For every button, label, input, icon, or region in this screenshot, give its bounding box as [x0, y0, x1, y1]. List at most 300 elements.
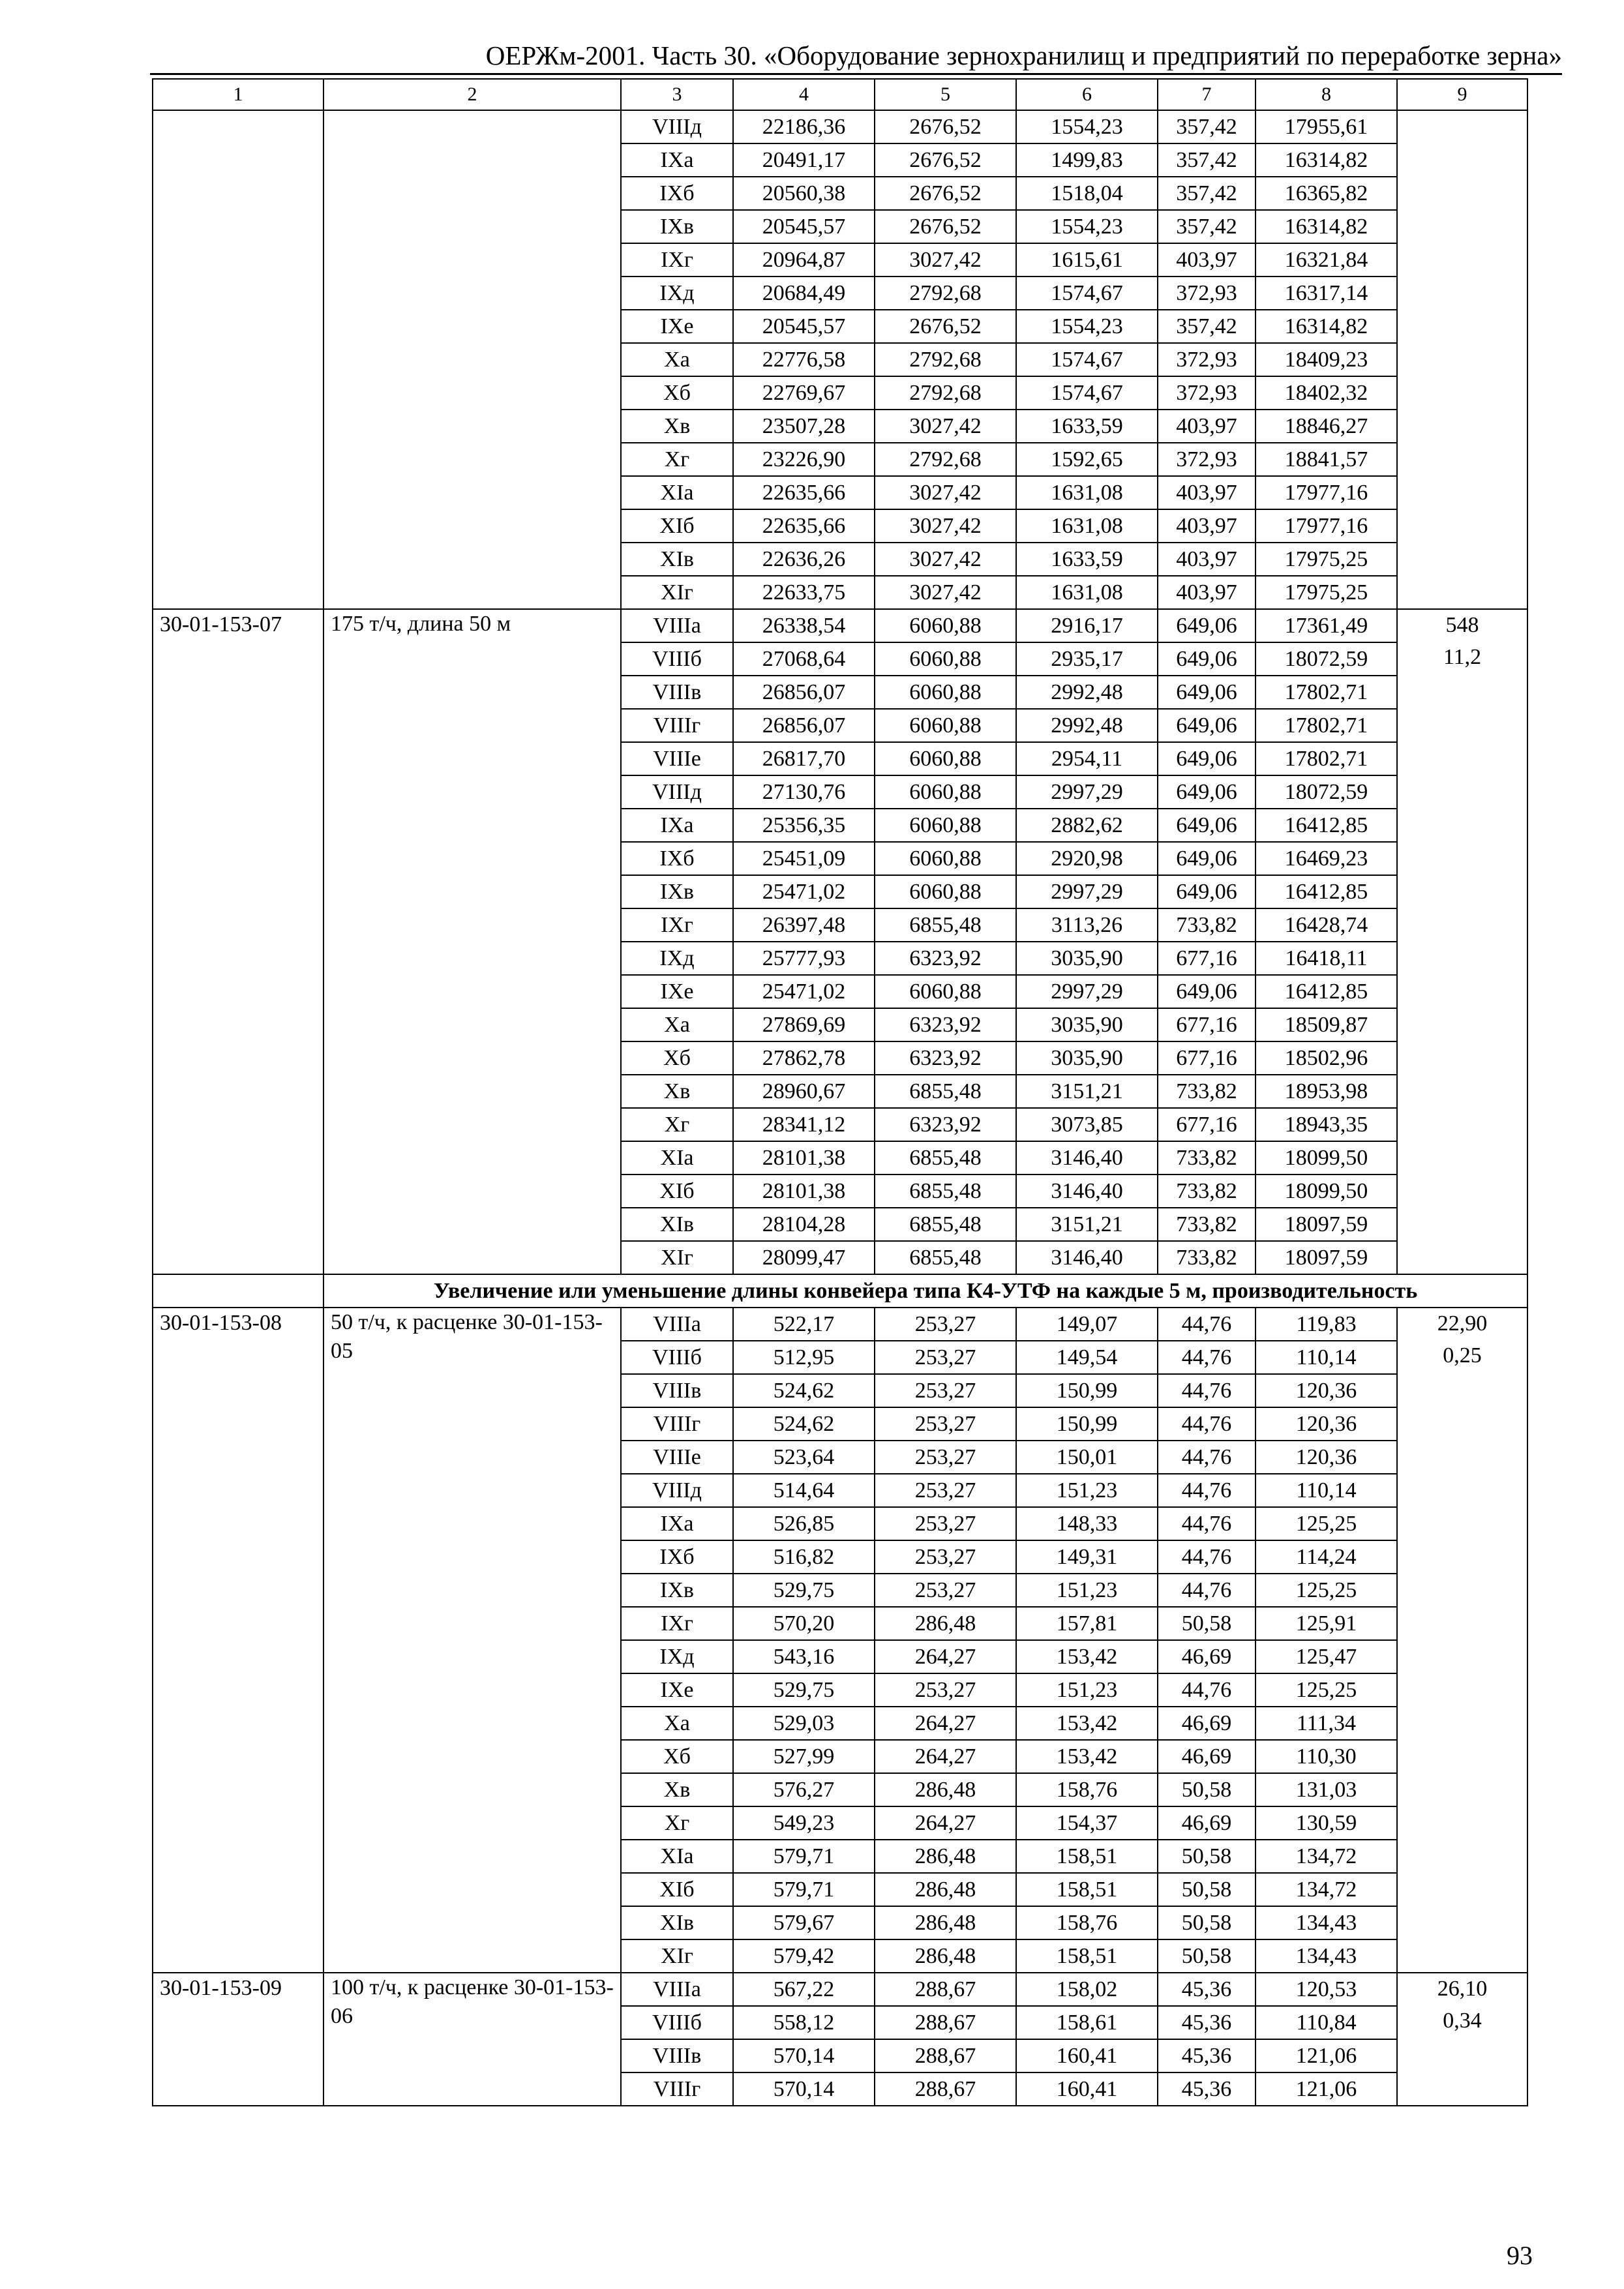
value-cell: 372,93: [1158, 277, 1256, 310]
table-row: [153, 1308, 1527, 1341]
value-cell: 110,30: [1256, 1740, 1397, 1773]
value-cell: 18072,59: [1256, 775, 1397, 809]
value-cell: 576,27: [733, 1773, 875, 1806]
value-cell: 6855,48: [875, 1208, 1016, 1241]
value-cell: 6323,92: [875, 1008, 1016, 1041]
value-cell: 264,27: [875, 1806, 1016, 1840]
value-cell: 543,16: [733, 1640, 875, 1673]
value-cell: 357,42: [1158, 143, 1256, 177]
zone-cell: VIIIа: [621, 609, 733, 642]
value-cell: 151,23: [1016, 1673, 1158, 1707]
value-cell: 733,82: [1158, 1075, 1256, 1108]
value-cell: 27130,76: [733, 775, 875, 809]
zone-cell: Xа: [621, 343, 733, 376]
value-cell: 153,42: [1016, 1740, 1158, 1773]
value-cell: 125,25: [1256, 1507, 1397, 1540]
zone-cell: IXд: [621, 1640, 733, 1673]
value-cell: 25356,35: [733, 809, 875, 842]
value-cell: 3151,21: [1016, 1075, 1158, 1108]
col9-cell: [1397, 609, 1527, 1274]
zone-cell: XIб: [621, 509, 733, 543]
value-cell: 22635,66: [733, 476, 875, 509]
zone-cell: Xв: [621, 1075, 733, 1108]
value-cell: 17955,61: [1256, 110, 1397, 143]
value-cell: 125,91: [1256, 1607, 1397, 1640]
value-cell: 649,06: [1158, 642, 1256, 676]
value-cell: 3146,40: [1016, 1141, 1158, 1174]
value-cell: 286,48: [875, 1840, 1016, 1873]
value-cell: 120,53: [1256, 1973, 1397, 2006]
value-cell: 25451,09: [733, 842, 875, 875]
value-cell: 529,03: [733, 1707, 875, 1740]
value-cell: 44,76: [1158, 1308, 1256, 1341]
value-cell: 253,27: [875, 1407, 1016, 1441]
value-cell: 3146,40: [1016, 1174, 1158, 1208]
value-cell: 264,27: [875, 1707, 1016, 1740]
value-cell: 522,17: [733, 1308, 875, 1341]
value-cell: 403,97: [1158, 543, 1256, 576]
column-number: 6: [1016, 79, 1158, 110]
value-cell: 22186,36: [733, 110, 875, 143]
value-cell: 1631,08: [1016, 576, 1158, 609]
zone-cell: Xа: [621, 1008, 733, 1041]
zone-cell: XIа: [621, 1840, 733, 1873]
value-cell: 6060,88: [875, 875, 1016, 908]
value-cell: 18402,32: [1256, 376, 1397, 410]
value-cell: 20684,49: [733, 277, 875, 310]
value-cell: 18953,98: [1256, 1075, 1397, 1108]
value-cell: 288,67: [875, 2072, 1016, 2106]
value-cell: 2997,29: [1016, 775, 1158, 809]
zone-cell: VIIIв: [621, 2039, 733, 2072]
value-cell: 18502,96: [1256, 1041, 1397, 1075]
value-cell: 130,59: [1256, 1806, 1397, 1840]
value-cell: 649,06: [1158, 709, 1256, 742]
value-cell: 253,27: [875, 1441, 1016, 1474]
column-number: 8: [1256, 79, 1397, 110]
value-cell: 514,64: [733, 1474, 875, 1507]
value-cell: 131,03: [1256, 1773, 1397, 1806]
value-cell: 3113,26: [1016, 908, 1158, 942]
value-cell: 44,76: [1158, 1374, 1256, 1407]
value-cell: 158,51: [1016, 1840, 1158, 1873]
value-cell: 153,42: [1016, 1707, 1158, 1740]
zone-cell: XIв: [621, 1208, 733, 1241]
value-cell: 733,82: [1158, 1208, 1256, 1241]
value-cell: 16418,11: [1256, 942, 1397, 975]
value-cell: 110,84: [1256, 2006, 1397, 2039]
value-cell: 110,14: [1256, 1474, 1397, 1507]
value-cell: 50,58: [1158, 1607, 1256, 1640]
value-cell: 6060,88: [875, 676, 1016, 709]
value-cell: 357,42: [1158, 177, 1256, 210]
zone-cell: IXг: [621, 908, 733, 942]
zone-cell: IXе: [621, 1673, 733, 1707]
value-cell: 524,62: [733, 1374, 875, 1407]
value-cell: 6060,88: [875, 775, 1016, 809]
price-table: [152, 78, 1528, 2106]
rate-code: [153, 110, 323, 609]
zone-cell: Xв: [621, 1773, 733, 1806]
value-cell: 567,22: [733, 1973, 875, 2006]
value-cell: 44,76: [1158, 1474, 1256, 1507]
zone-cell: VIIIг: [621, 1407, 733, 1441]
value-cell: 120,36: [1256, 1407, 1397, 1441]
value-cell: 17975,25: [1256, 576, 1397, 609]
value-cell: 1574,67: [1016, 277, 1158, 310]
value-cell: 45,36: [1158, 2006, 1256, 2039]
value-cell: 150,01: [1016, 1441, 1158, 1474]
value-cell: 28104,28: [733, 1208, 875, 1241]
value-cell: 677,16: [1158, 1008, 1256, 1041]
value-cell: 44,76: [1158, 1507, 1256, 1540]
value-cell: 120,36: [1256, 1441, 1397, 1474]
value-cell: 403,97: [1158, 243, 1256, 277]
column-number-row: [153, 79, 1527, 110]
col9-value: 11,2: [1443, 645, 1482, 669]
value-cell: 121,06: [1256, 2039, 1397, 2072]
zone-cell: Xб: [621, 376, 733, 410]
value-cell: 3027,42: [875, 509, 1016, 543]
value-cell: 50,58: [1158, 1906, 1256, 1939]
value-cell: 134,72: [1256, 1873, 1397, 1906]
value-cell: 649,06: [1158, 809, 1256, 842]
zone-cell: VIIIг: [621, 709, 733, 742]
value-cell: 253,27: [875, 1507, 1016, 1540]
value-cell: 1574,67: [1016, 376, 1158, 410]
value-cell: 3035,90: [1016, 1041, 1158, 1075]
zone-cell: VIIIг: [621, 2072, 733, 2106]
value-cell: 649,06: [1158, 842, 1256, 875]
zone-cell: IXд: [621, 277, 733, 310]
column-number: 1: [153, 79, 323, 110]
value-cell: 157,81: [1016, 1607, 1158, 1640]
value-cell: 134,72: [1256, 1840, 1397, 1873]
value-cell: 2954,11: [1016, 742, 1158, 775]
value-cell: 1631,08: [1016, 476, 1158, 509]
value-cell: 125,25: [1256, 1673, 1397, 1707]
value-cell: 149,31: [1016, 1540, 1158, 1574]
value-cell: 16469,23: [1256, 842, 1397, 875]
value-cell: 570,14: [733, 2039, 875, 2072]
value-cell: 44,76: [1158, 1540, 1256, 1574]
zone-cell: VIIIа: [621, 1308, 733, 1341]
value-cell: 18846,27: [1256, 410, 1397, 443]
value-cell: 18097,59: [1256, 1208, 1397, 1241]
value-cell: 158,76: [1016, 1906, 1158, 1939]
value-cell: 44,76: [1158, 1407, 1256, 1441]
value-cell: 25471,02: [733, 875, 875, 908]
value-cell: 26856,07: [733, 709, 875, 742]
value-cell: 1615,61: [1016, 243, 1158, 277]
zone-cell: Xб: [621, 1041, 733, 1075]
col9-value: 26,10: [1437, 1977, 1488, 2001]
value-cell: 6855,48: [875, 1141, 1016, 1174]
value-cell: 45,36: [1158, 2072, 1256, 2106]
value-cell: 16317,14: [1256, 277, 1397, 310]
value-cell: 23507,28: [733, 410, 875, 443]
col9-value: 0,25: [1443, 1343, 1482, 1368]
value-cell: 286,48: [875, 1607, 1016, 1640]
column-number: 4: [733, 79, 875, 110]
rate-name: 100 т/ч, к расценке 30-01-153-06: [323, 1973, 621, 2106]
value-cell: 18072,59: [1256, 642, 1397, 676]
zone-cell: VIIIб: [621, 642, 733, 676]
value-cell: 46,69: [1158, 1707, 1256, 1740]
zone-cell: VIIIе: [621, 742, 733, 775]
zone-cell: IXб: [621, 842, 733, 875]
value-cell: 1554,23: [1016, 210, 1158, 243]
value-cell: 2792,68: [875, 376, 1016, 410]
value-cell: 253,27: [875, 1574, 1016, 1607]
zone-cell: IXг: [621, 243, 733, 277]
value-cell: 253,27: [875, 1308, 1016, 1341]
value-cell: 1633,59: [1016, 410, 1158, 443]
zone-cell: IXе: [621, 310, 733, 343]
value-cell: 286,48: [875, 1873, 1016, 1906]
zone-cell: Xг: [621, 443, 733, 476]
value-cell: 264,27: [875, 1740, 1016, 1773]
value-cell: 6060,88: [875, 609, 1016, 642]
value-cell: 150,99: [1016, 1374, 1158, 1407]
value-cell: 253,27: [875, 1673, 1016, 1707]
value-cell: 512,95: [733, 1341, 875, 1374]
value-cell: 733,82: [1158, 1241, 1256, 1274]
value-cell: 6855,48: [875, 1241, 1016, 1274]
value-cell: 28341,12: [733, 1108, 875, 1141]
value-cell: 288,67: [875, 2039, 1016, 2072]
section-spacer: [153, 1274, 323, 1308]
zone-cell: IXв: [621, 210, 733, 243]
zone-cell: IXа: [621, 1507, 733, 1540]
value-cell: 2916,17: [1016, 609, 1158, 642]
col9-cell: [1397, 1973, 1527, 2106]
section-title: Увеличение или уменьшение длины конвейера типа К4-УТФ на каждые 5 м, производительность: [323, 1274, 1527, 1308]
value-cell: 160,41: [1016, 2072, 1158, 2106]
value-cell: 18509,87: [1256, 1008, 1397, 1041]
value-cell: 110,14: [1256, 1341, 1397, 1374]
zone-cell: IXб: [621, 1540, 733, 1574]
value-cell: 158,61: [1016, 2006, 1158, 2039]
value-cell: 20545,57: [733, 310, 875, 343]
value-cell: 151,23: [1016, 1474, 1158, 1507]
value-cell: 16412,85: [1256, 875, 1397, 908]
value-cell: 44,76: [1158, 1341, 1256, 1374]
value-cell: 403,97: [1158, 410, 1256, 443]
zone-cell: VIIIд: [621, 1474, 733, 1507]
value-cell: 2935,17: [1016, 642, 1158, 676]
value-cell: 50,58: [1158, 1873, 1256, 1906]
value-cell: 529,75: [733, 1673, 875, 1707]
value-cell: 6060,88: [875, 809, 1016, 842]
value-cell: 357,42: [1158, 110, 1256, 143]
zone-cell: XIг: [621, 1939, 733, 1973]
zone-cell: IXа: [621, 809, 733, 842]
col9-cell: [1397, 1308, 1527, 1973]
value-cell: 148,33: [1016, 1507, 1158, 1540]
zone-cell: XIб: [621, 1174, 733, 1208]
zone-cell: VIIIб: [621, 1341, 733, 1374]
value-cell: 149,54: [1016, 1341, 1158, 1374]
zone-cell: Xг: [621, 1108, 733, 1141]
value-cell: 6060,88: [875, 642, 1016, 676]
value-cell: 6060,88: [875, 842, 1016, 875]
rate-code: 30-01-153-08: [153, 1308, 323, 1973]
value-cell: 2992,48: [1016, 709, 1158, 742]
zone-cell: Xв: [621, 410, 733, 443]
value-cell: 649,06: [1158, 742, 1256, 775]
value-cell: 3035,90: [1016, 942, 1158, 975]
value-cell: 3027,42: [875, 243, 1016, 277]
value-cell: 44,76: [1158, 1673, 1256, 1707]
value-cell: 733,82: [1158, 1174, 1256, 1208]
value-cell: 20491,17: [733, 143, 875, 177]
value-cell: 45,36: [1158, 1973, 1256, 2006]
value-cell: 516,82: [733, 1540, 875, 1574]
column-number: 2: [323, 79, 621, 110]
value-cell: 1554,23: [1016, 110, 1158, 143]
value-cell: 18943,35: [1256, 1108, 1397, 1141]
rate-code: 30-01-153-07: [153, 609, 323, 1274]
value-cell: 372,93: [1158, 443, 1256, 476]
zone-cell: XIг: [621, 576, 733, 609]
value-cell: 1554,23: [1016, 310, 1158, 343]
value-cell: 649,06: [1158, 676, 1256, 709]
zone-cell: VIIIв: [621, 676, 733, 709]
value-cell: 23226,90: [733, 443, 875, 476]
value-cell: 403,97: [1158, 576, 1256, 609]
value-cell: 151,23: [1016, 1574, 1158, 1607]
zone-cell: IXа: [621, 143, 733, 177]
value-cell: 524,62: [733, 1407, 875, 1441]
value-cell: 149,07: [1016, 1308, 1158, 1341]
value-cell: 16314,82: [1256, 310, 1397, 343]
zone-cell: VIIIд: [621, 110, 733, 143]
value-cell: 27862,78: [733, 1041, 875, 1075]
value-cell: 125,47: [1256, 1640, 1397, 1673]
col9-value: 22,90: [1437, 1311, 1488, 1336]
value-cell: 3151,21: [1016, 1208, 1158, 1241]
value-cell: 579,42: [733, 1939, 875, 1973]
value-cell: 1518,04: [1016, 177, 1158, 210]
value-cell: 288,67: [875, 1973, 1016, 2006]
value-cell: 16365,82: [1256, 177, 1397, 210]
zone-cell: VIIIе: [621, 1441, 733, 1474]
rate-name: 175 т/ч, длина 50 м: [323, 609, 621, 1274]
value-cell: 2882,62: [1016, 809, 1158, 842]
value-cell: 160,41: [1016, 2039, 1158, 2072]
value-cell: 134,43: [1256, 1906, 1397, 1939]
value-cell: 6323,92: [875, 1108, 1016, 1141]
value-cell: 20545,57: [733, 210, 875, 243]
value-cell: 28101,38: [733, 1141, 875, 1174]
value-cell: 28099,47: [733, 1241, 875, 1274]
value-cell: 6323,92: [875, 1041, 1016, 1075]
value-cell: 529,75: [733, 1574, 875, 1607]
value-cell: 649,06: [1158, 609, 1256, 642]
value-cell: 3027,42: [875, 576, 1016, 609]
value-cell: 158,76: [1016, 1773, 1158, 1806]
value-cell: 2676,52: [875, 310, 1016, 343]
value-cell: 16428,74: [1256, 908, 1397, 942]
zone-cell: Xа: [621, 1707, 733, 1740]
value-cell: 2676,52: [875, 110, 1016, 143]
value-cell: 2676,52: [875, 177, 1016, 210]
value-cell: 25777,93: [733, 942, 875, 975]
value-cell: 527,99: [733, 1740, 875, 1773]
value-cell: 1499,83: [1016, 143, 1158, 177]
column-number: 9: [1397, 79, 1527, 110]
value-cell: 1592,65: [1016, 443, 1158, 476]
value-cell: 44,76: [1158, 1441, 1256, 1474]
value-cell: 2997,29: [1016, 875, 1158, 908]
value-cell: 27869,69: [733, 1008, 875, 1041]
value-cell: 114,24: [1256, 1540, 1397, 1574]
value-cell: 20964,87: [733, 243, 875, 277]
value-cell: 357,42: [1158, 210, 1256, 243]
value-cell: 22769,67: [733, 376, 875, 410]
value-cell: 1574,67: [1016, 343, 1158, 376]
value-cell: 3035,90: [1016, 1008, 1158, 1041]
value-cell: 2997,29: [1016, 975, 1158, 1008]
column-number: 5: [875, 79, 1016, 110]
value-cell: 288,67: [875, 2006, 1016, 2039]
value-cell: 649,06: [1158, 775, 1256, 809]
value-cell: 6855,48: [875, 1174, 1016, 1208]
value-cell: 2676,52: [875, 143, 1016, 177]
value-cell: 18099,50: [1256, 1174, 1397, 1208]
value-cell: 3027,42: [875, 543, 1016, 576]
value-cell: 154,37: [1016, 1806, 1158, 1840]
value-cell: 1631,08: [1016, 509, 1158, 543]
value-cell: 2992,48: [1016, 676, 1158, 709]
value-cell: 372,93: [1158, 343, 1256, 376]
column-number: 7: [1158, 79, 1256, 110]
value-cell: 579,67: [733, 1906, 875, 1939]
value-cell: 44,76: [1158, 1574, 1256, 1607]
value-cell: 357,42: [1158, 310, 1256, 343]
value-cell: 18099,50: [1256, 1141, 1397, 1174]
value-cell: 2792,68: [875, 443, 1016, 476]
value-cell: 286,48: [875, 1906, 1016, 1939]
value-cell: 6060,88: [875, 742, 1016, 775]
value-cell: 50,58: [1158, 1939, 1256, 1973]
section-row: [153, 1274, 1527, 1308]
value-cell: 158,51: [1016, 1873, 1158, 1906]
value-cell: 6060,88: [875, 709, 1016, 742]
value-cell: 119,83: [1256, 1308, 1397, 1341]
running-header: ОЕРЖм-2001. Часть 30. «Оборудование зернохранилищ и предприятий по переработке зерна»: [150, 38, 1562, 75]
value-cell: 677,16: [1158, 1108, 1256, 1141]
value-cell: 2792,68: [875, 343, 1016, 376]
value-cell: 3027,42: [875, 476, 1016, 509]
value-cell: 46,69: [1158, 1806, 1256, 1840]
zone-cell: Xг: [621, 1806, 733, 1840]
value-cell: 570,20: [733, 1607, 875, 1640]
value-cell: 549,23: [733, 1806, 875, 1840]
rate-code: 30-01-153-09: [153, 1973, 323, 2106]
value-cell: 22635,66: [733, 509, 875, 543]
value-cell: 6855,48: [875, 908, 1016, 942]
value-cell: 125,25: [1256, 1574, 1397, 1607]
value-cell: 2920,98: [1016, 842, 1158, 875]
value-cell: 523,64: [733, 1441, 875, 1474]
value-cell: 50,58: [1158, 1840, 1256, 1873]
value-cell: 111,34: [1256, 1707, 1397, 1740]
zone-cell: XIв: [621, 1906, 733, 1939]
value-cell: 16412,85: [1256, 975, 1397, 1008]
zone-cell: IXв: [621, 1574, 733, 1607]
